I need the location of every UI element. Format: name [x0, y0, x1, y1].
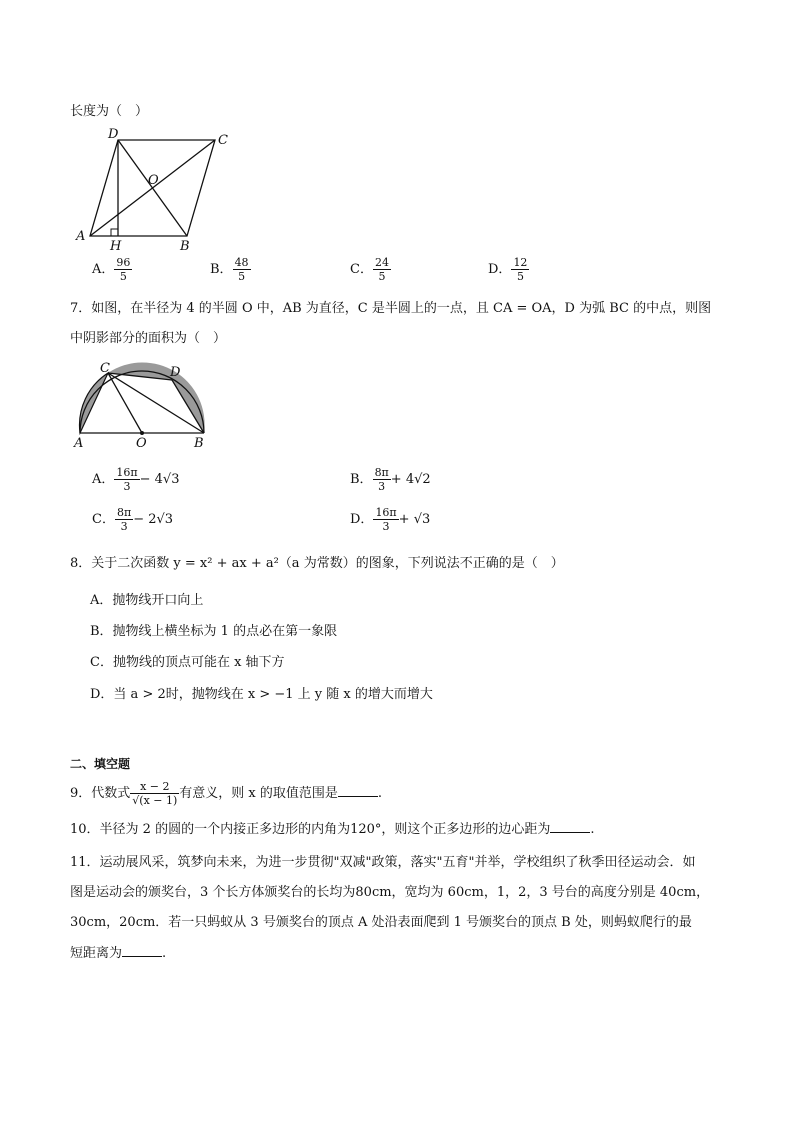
parallelogram-figure [72, 126, 242, 252]
label-H: H [110, 239, 122, 252]
q6-option-d[interactable]: D． $\frac{12}{5}$ [488, 256, 528, 283]
section-title: 二、填空题 [70, 757, 131, 771]
q6-option-c[interactable]: C． $\frac{24}{5}$ [350, 256, 389, 283]
q8-stem: 8．关于二次函数 y = x² + ax + a²（a 为常数）的图象，下列说法不正确的是（ ） [70, 556, 564, 571]
q10: 10．半径为 2 的圆的一个内接正多边形的内角为120°，则这个正多边形的边心距为 . [70, 822, 595, 837]
q7-stem-line2: 中阴影部分的面积为（ ） [70, 331, 227, 346]
label-B: B [180, 239, 190, 252]
q8-option-b[interactable]: B．抛物线上横坐标为 1 的点必在第一象限 [90, 624, 338, 639]
q11-line2: 图是运动会的颁奖台，3 个长方体颁奖台的长均为80cm，宽均为 60cm，1，2，3 号台的高度分别是 40cm， [70, 885, 710, 900]
label-D: D [108, 127, 119, 142]
label-C2: C [100, 362, 110, 376]
q7-stem-line1: 7．如图，在半径为 4 的半圆 O 中，AB 为直径，C 是半圆上的一点，且 CA = OA，D 为弧 BC 的中点，则图 [70, 301, 712, 316]
q8-option-d[interactable]: D．当 a > 2时，抛物线在 x > −1 上 y 随 x 的增大而增大 [90, 687, 433, 702]
q7-option-c[interactable]: C． $\frac{8\pi}{3}$ − 2√3 [92, 506, 174, 533]
label-D2: D [170, 365, 181, 380]
label-O2: O [136, 436, 147, 450]
q7-option-d[interactable]: D． $\frac{16\pi}{3}$ + √3 [350, 506, 431, 533]
q8-option-a[interactable]: A．抛物线开口向上 [90, 593, 204, 608]
q11-answer-blank[interactable] [122, 944, 162, 957]
q11-line3: 30cm，20cm．若一只蚂蚁从 3 号颁奖台的顶点 A 处沿表面爬到 1 号颁奖台的顶点 B 处，则蚂蚁爬行的最 [70, 915, 692, 930]
q7-option-b[interactable]: B． $\frac{8\pi}{3}$ + 4√2 [350, 466, 431, 493]
q11-line4: 短距离为 . [70, 946, 167, 961]
q8-option-c[interactable]: C．抛物线的顶点可能在 x 轴下方 [90, 655, 285, 670]
label-C: C [218, 133, 228, 148]
q11-line1: 11．运动展风采，筑梦向未来，为进一步贯彻"双减"政策，落实"五育"并举，学校组织了秋季田径运动会．如 [70, 855, 696, 870]
label-A2: A [74, 436, 84, 450]
q9: 9．代数式 $\frac{x - 2}{√(x - 1)}$ 有意义，则 x 的取值范围是 . [70, 780, 383, 807]
q6-stem-tail: 长度为（ ） [70, 104, 149, 119]
semicircle-figure [72, 362, 217, 450]
q6-option-a[interactable]: A． $\frac{96}{5}$ [92, 256, 131, 283]
q6-option-b[interactable]: B． $\frac{48}{5}$ [210, 256, 249, 283]
q9-answer-blank[interactable] [338, 784, 378, 797]
label-A: A [76, 229, 86, 244]
q7-option-a[interactable]: A． $\frac{16\pi}{3}$ − 4√3 [92, 466, 180, 493]
label-B2: B [194, 436, 204, 450]
q10-answer-blank[interactable] [550, 820, 590, 833]
label-O: O [148, 173, 159, 188]
